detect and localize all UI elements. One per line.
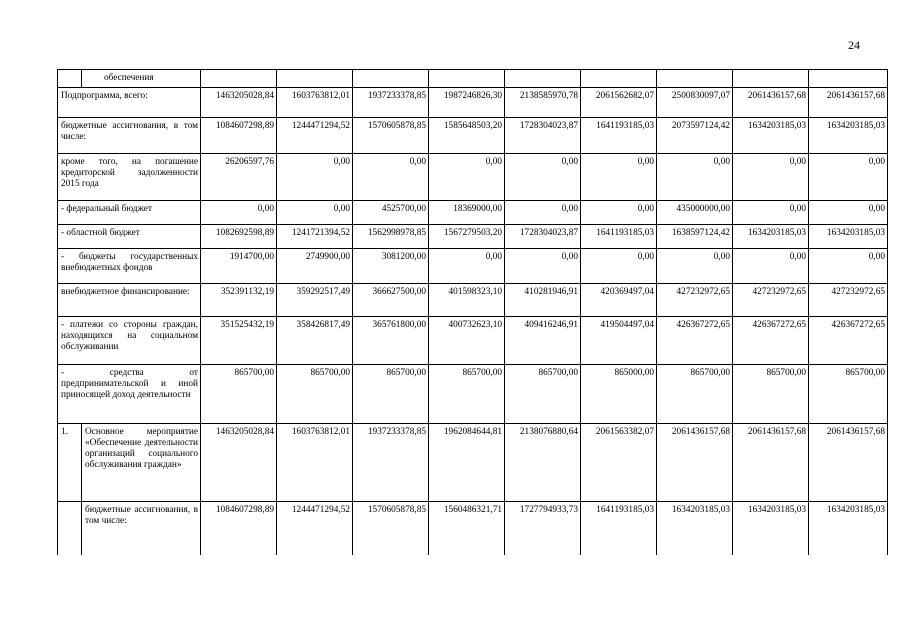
value-cell: 1241721394,52 [277,224,353,248]
value-cell: 1603763812,01 [277,87,353,117]
page-number: 24 [848,38,860,52]
value-cell: 865700,00 [201,364,277,423]
table-row [58,153,888,200]
value-cell: 2138585970,78 [505,87,581,117]
value-cell: 1634203185,03 [809,224,888,248]
value-cell: 358426817,49 [277,316,353,364]
table-row [58,501,888,555]
value-cell: 1634203185,03 [733,224,809,248]
value-cell: 1638597124,42 [657,224,733,248]
value-cell: 1728304023,87 [505,224,581,248]
table-row [58,423,888,501]
row-label: Подпрограмма, всего: [58,87,201,117]
value-cell: 1962084644,81 [429,423,505,501]
row-label: - федеральный бюджет [58,200,201,224]
value-cell: 4525700,00 [353,200,429,224]
value-cell: 2061563382,07 [581,423,657,501]
value-cell [581,70,657,88]
value-cell: 400732623,10 [429,316,505,364]
value-cell: 1567279503,20 [429,224,505,248]
value-cell: 2500830097,07 [657,87,733,117]
table-row [58,224,888,248]
value-cell: 365761800,00 [353,316,429,364]
value-cell: 2073597124,42 [657,117,733,153]
value-cell: 0,00 [733,153,809,200]
value-cell: 0,00 [733,200,809,224]
value-cell: 426367272,65 [809,316,888,364]
budget-table [57,69,888,555]
value-cell: 2061436157,68 [809,423,888,501]
row-label: - средства от предпринимательской и иной приносящей доход деятельности [58,364,201,423]
value-cell: 1634203185,03 [657,501,733,555]
value-cell: 1244471294,52 [277,501,353,555]
value-cell: 0,00 [657,248,733,283]
value-cell: 1560486321,71 [429,501,505,555]
table-row [58,117,888,153]
value-cell: 865700,00 [809,364,888,423]
row-label: - бюджеты государственных внебюджетных фондов [58,248,201,283]
value-cell: 419504497,04 [581,316,657,364]
value-cell: 426367272,65 [733,316,809,364]
value-cell: 1084607298,89 [201,501,277,555]
table-row [58,364,888,423]
index-cell [58,501,82,555]
value-cell: 1585648503,20 [429,117,505,153]
value-cell: 0,00 [277,153,353,200]
row-label: внебюджетное финансирование: [58,283,201,316]
value-cell: 420369497,04 [581,283,657,316]
value-cell: 351525432,19 [201,316,277,364]
value-cell [657,70,733,88]
value-cell: 426367272,65 [657,316,733,364]
value-cell: 1641193185,03 [581,501,657,555]
value-cell: 865700,00 [505,364,581,423]
value-cell: 865700,00 [429,364,505,423]
value-cell: 1987246826,30 [429,87,505,117]
value-cell: 2138076880,64 [505,423,581,501]
value-cell: 0,00 [809,200,888,224]
value-cell: 1082692598,89 [201,224,277,248]
value-cell [429,70,505,88]
index-cell [58,70,82,88]
row-label: - платежи со стороны граждан, находящихся на социальном обслуживании [58,316,201,364]
value-cell [353,70,429,88]
value-cell: 1603763812,01 [277,423,353,501]
value-cell: 2061436157,68 [809,87,888,117]
value-cell: 865700,00 [353,364,429,423]
value-cell: 0,00 [505,200,581,224]
table-row [58,248,888,283]
value-cell: 1634203185,03 [733,501,809,555]
value-cell: 1728304023,87 [505,117,581,153]
value-cell: 1463205028,84 [201,87,277,117]
value-cell [201,70,277,88]
value-cell: 0,00 [581,200,657,224]
table-row [58,316,888,364]
value-cell: 0,00 [277,200,353,224]
row-label: обеспечения [82,70,201,88]
value-cell: 410281946,91 [505,283,581,316]
value-cell: 0,00 [581,248,657,283]
value-cell: 352391132,19 [201,283,277,316]
value-cell: 865700,00 [733,364,809,423]
value-cell: 1634203185,03 [809,501,888,555]
value-cell: 18369000,00 [429,200,505,224]
value-cell: 366627500,00 [353,283,429,316]
value-cell: 0,00 [505,248,581,283]
value-cell: 427232972,65 [733,283,809,316]
value-cell: 0,00 [201,200,277,224]
value-cell: 865700,00 [277,364,353,423]
value-cell: 1634203185,03 [733,117,809,153]
value-cell: 2061436157,68 [657,423,733,501]
value-cell [733,70,809,88]
value-cell: 0,00 [809,153,888,200]
value-cell: 1727794933,73 [505,501,581,555]
table-body [58,70,888,556]
value-cell: 2061436157,68 [733,87,809,117]
row-label: - областной бюджет [58,224,201,248]
table-row [58,283,888,316]
value-cell: 0,00 [657,153,733,200]
value-cell: 1562998978,85 [353,224,429,248]
value-cell: 1463205028,84 [201,423,277,501]
value-cell: 1084607298,89 [201,117,277,153]
value-cell: 0,00 [581,153,657,200]
value-cell: 3081200,00 [353,248,429,283]
value-cell: 1641193185,03 [581,224,657,248]
row-index: 1. [58,423,82,501]
value-cell: 1914700,00 [201,248,277,283]
table-row [58,87,888,117]
value-cell: 409416246,91 [505,316,581,364]
value-cell: 0,00 [733,248,809,283]
value-cell: 2749900,00 [277,248,353,283]
value-cell: 359292517,49 [277,283,353,316]
value-cell: 1570605878,85 [353,117,429,153]
value-cell: 427232972,65 [657,283,733,316]
value-cell [277,70,353,88]
row-label: Основное мероприятие «Обеспечение деятельности организаций социального обслуживания граждан» [82,423,201,501]
table-row [58,70,888,88]
value-cell: 0,00 [353,153,429,200]
value-cell: 1634203185,03 [809,117,888,153]
value-cell: 427232972,65 [809,283,888,316]
value-cell: 2061562682,07 [581,87,657,117]
row-label: бюджетные ассигнования, в том числе: [82,501,201,555]
value-cell: 401598323,10 [429,283,505,316]
value-cell: 1570605878,85 [353,501,429,555]
value-cell [809,70,888,88]
row-label: бюджетные ассигнования, в том числе: [58,117,201,153]
value-cell: 435000000,00 [657,200,733,224]
value-cell: 1244471294,52 [277,117,353,153]
value-cell [505,70,581,88]
row-label: кроме того, на погашение кредиторской задолженности 2015 года [58,153,201,200]
value-cell: 1937233378,85 [353,423,429,501]
value-cell: 865000,00 [581,364,657,423]
value-cell: 0,00 [429,248,505,283]
table-row [58,200,888,224]
value-cell: 0,00 [505,153,581,200]
value-cell: 2061436157,68 [733,423,809,501]
value-cell: 1937233378,85 [353,87,429,117]
value-cell: 0,00 [809,248,888,283]
value-cell: 865700,00 [657,364,733,423]
value-cell: 1641193185,03 [581,117,657,153]
value-cell: 26206597,76 [201,153,277,200]
value-cell: 0,00 [429,153,505,200]
